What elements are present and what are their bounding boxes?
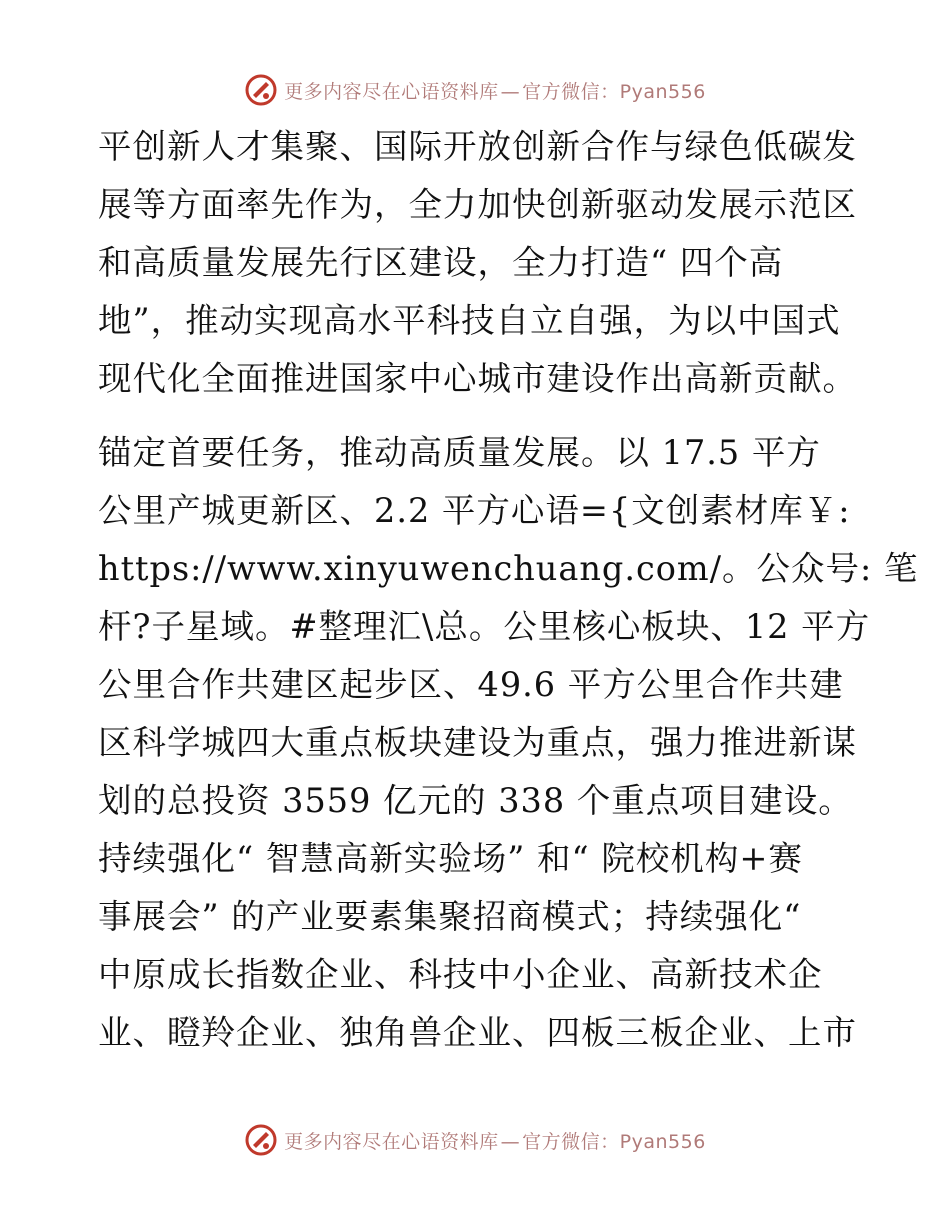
text-line: 平创新人才集聚、国际开放创新合作与绿色低碳发 <box>98 127 857 166</box>
logo-icon <box>244 73 278 107</box>
text-line: 事展会” 的产业要素集聚招商模式；持续强化“ <box>98 897 802 936</box>
header-banner-separator: — <box>500 80 521 103</box>
paragraph-gap <box>98 408 858 424</box>
header-banner-text <box>284 77 706 104</box>
paragraph-2 <box>98 424 919 1062</box>
text-line: 杆?子星域。#整理汇\总。公里核心板块、12 平方 <box>98 607 871 646</box>
text-line: 和高质量发展先行区建设，全力打造“ 四个高 <box>98 243 784 282</box>
footer-banner-separator: — <box>500 1130 521 1153</box>
header-banner-wechat: 官方微信：Pyan556 <box>522 80 706 103</box>
document-body <box>98 118 919 1062</box>
text-line: 展等方面率先作为，全力加快创新驱动发展示范区 <box>98 185 857 224</box>
text-line: https://www.xinyuwenchuang.com/。公众号: 笔 <box>98 549 919 588</box>
text-line: 锚定首要任务，推动高质量发展。以 17.5 平方 <box>98 433 821 472</box>
text-line: 公里合作共建区起步区、49.6 平方公里合作共建 <box>98 665 844 704</box>
text-line: 中原成长指数企业、科技中小企业、高新技术企 <box>98 955 823 994</box>
header-banner-title: 更多内容尽在心语资料库 <box>284 80 499 103</box>
paragraph-1 <box>98 118 858 408</box>
text-line: 持续强化“ 智慧高新实验场” 和“ 院校机构+赛 <box>98 839 803 878</box>
text-line: 业、瞪羚企业、独角兽企业、四板三板企业、上市 <box>98 1013 857 1052</box>
footer-banner-text <box>284 1127 706 1154</box>
text-line: 现代化全面推进国家中心城市建设作出高新贡献。 <box>98 359 857 398</box>
footer-banner-title: 更多内容尽在心语资料库 <box>284 1130 499 1153</box>
header-banner <box>0 70 950 110</box>
footer-banner <box>0 1120 950 1160</box>
logo-icon <box>244 1123 278 1157</box>
text-line: 区科学城四大重点板块建设为重点，强力推进新谋 <box>98 723 857 762</box>
text-line: 公里产城更新区、2.2 平方心语={文创素材库￥: <box>98 491 851 530</box>
text-line: 划的总投资 3559 亿元的 338 个重点项目建设。 <box>98 781 853 820</box>
footer-banner-wechat: 官方微信：Pyan556 <box>522 1130 706 1153</box>
text-line: 地”，推动实现高水平科技自立自强，为以中国式 <box>98 301 841 340</box>
